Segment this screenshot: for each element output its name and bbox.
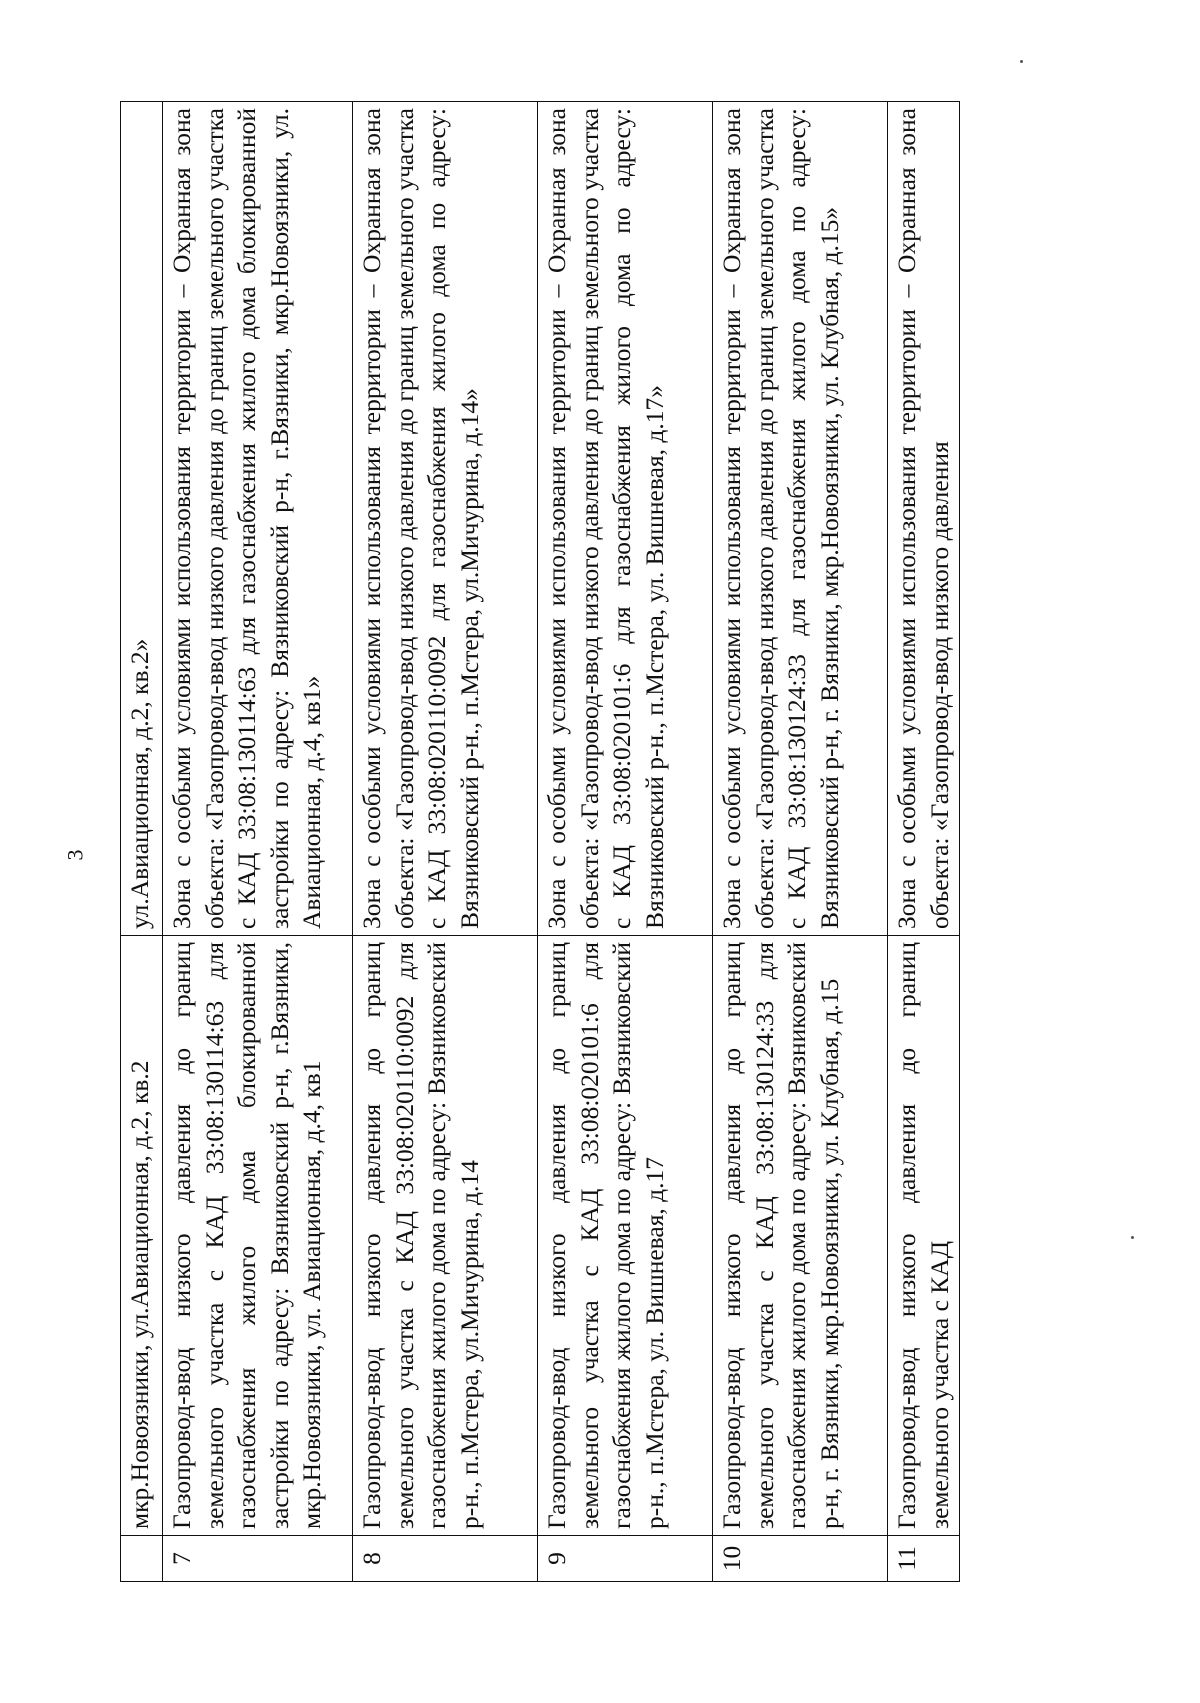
object-description: [121, 936, 163, 1536]
zone-text: Зона с особыми условиями использования территории – Охранная зона объекта: «Газопровод-ввод низкого давления до границ земельного участка с КАД 33:08:020101:6 для газоснабжения жилого дома по адресу: Вязниковский р-н., п.Мстера, ул. Вишневая, д.17»: [542, 108, 669, 929]
page-number: 3: [62, 849, 88, 861]
zone-text: ул.Авиационная, д.2, кв.2»: [125, 638, 154, 929]
object-text: Газопровод-ввод низкого давления до границ земельного участка с КАД 33:08:130114:63 для газоснабжения жилого дома блокированной застройки по адресу: Вязниковский р-н, г.Вязники, мкр.Новоязники, ул. Авиационная, д.4, кв1: [167, 942, 326, 1529]
zone-description: [353, 102, 538, 936]
zone-description: [713, 102, 888, 936]
object-text: Газопровод-ввод низкого давления до границ земельного участка с КАД 33:08:020101:6 для газоснабжения жилого дома по адресу: Вязниковский р-н., п.Мстера, ул. Вишневая, д.17: [542, 942, 669, 1529]
zone-description: [121, 102, 163, 936]
zone-text: Зона с особыми условиями использования территории – Охранная зона объекта: «Газопровод-ввод низкого давления до границ земельного участка с КАД 33:08:020110:0092 для газоснабжения жилого дома по адресу: Вязниковский р-н., п.Мстера, ул.Мичурина, д.14»: [357, 108, 484, 929]
table-row: [121, 102, 163, 1582]
zones-table: [120, 101, 960, 1582]
row-number: 7: [163, 1536, 353, 1582]
rotated-table-frame: [120, 102, 954, 1582]
object-description: [353, 936, 538, 1536]
object-description: [888, 936, 960, 1536]
zone-text: Зона с особыми условиями использования территории – Охранная зона объекта: «Газопровод-ввод низкого давления до границ земельного участка с КАД 33:08:130124:33 для газоснабжения жилого дома по адресу: Вязниковский р-н, г. Вязники, мкр.Новоязники, ул. Клубная, д.15»: [717, 108, 844, 929]
zone-description: [163, 102, 353, 936]
object-text: Газопровод-ввод низкого давления до границ земельного участка с КАД 33:08:130124:33 для газоснабжения жилого дома по адресу: Вязниковский р-н, г. Вязники, мкр.Новоязники, ул. Клубная, д.15: [717, 942, 844, 1529]
table-row: [713, 102, 888, 1582]
object-text: Газопровод-ввод низкого давления до границ земельного участка с КАД 33:08:020110:0092 для газоснабжения жилого дома по адресу: Вязниковский р-н., п.Мстера, ул.Мичурина, д.14: [357, 942, 484, 1529]
row-number: [121, 1536, 163, 1582]
scan-speck: [1131, 1236, 1134, 1239]
object-description: [538, 936, 713, 1536]
scan-speck: [1020, 60, 1023, 63]
row-number: 9: [538, 1536, 713, 1582]
zone-text: Зона с особыми условиями использования территории – Охранная зона объекта: «Газопровод-ввод низкого давления до границ земельного участка с КАД 33:08:130114:63 для газоснабжения жилого дома блокированной застройки по адресу: Вязниковский р-н, г.Вязники, мкр.Новоязники, ул. Авиационная, д.4, кв1»: [167, 108, 326, 929]
zone-description: [538, 102, 713, 936]
table-row: [888, 102, 960, 1582]
row-number: 11: [888, 1536, 960, 1582]
row-number: 10: [713, 1536, 888, 1582]
table-row: [538, 102, 713, 1582]
table-row: [163, 102, 353, 1582]
row-number: 8: [353, 1536, 538, 1582]
table-row: [353, 102, 538, 1582]
zone-description: [888, 102, 960, 936]
object-text: Газопровод-ввод низкого давления до границ земельного участка с КАД: [892, 942, 954, 1529]
zone-text: Зона с особыми условиями использования территории – Охранная зона объекта: «Газопровод-ввод низкого давления: [892, 108, 954, 929]
object-text: мкр.Новоязники, ул.Авиационная, д.2, кв.2: [125, 1060, 154, 1529]
object-description: [713, 936, 888, 1536]
object-description: [163, 936, 353, 1536]
